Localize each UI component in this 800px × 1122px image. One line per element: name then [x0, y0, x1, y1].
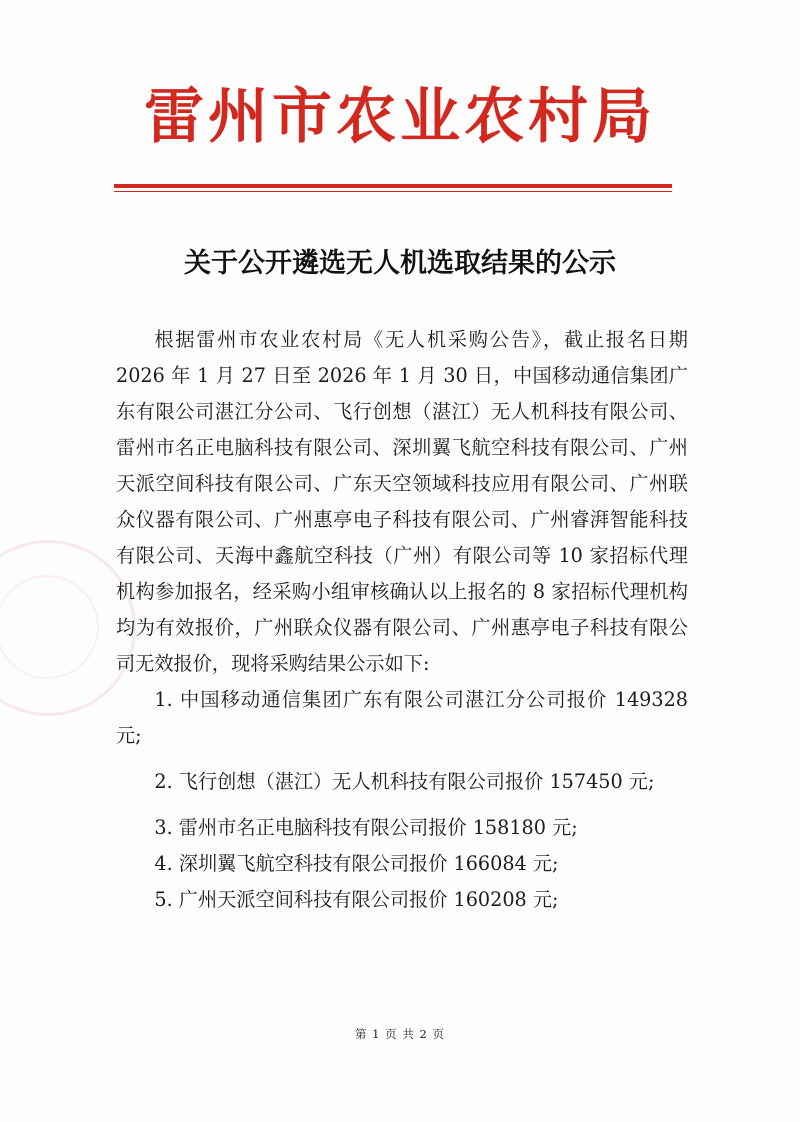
red-divider-thick — [114, 184, 672, 188]
agency-red-header: 雷州市农业农村局 — [144, 82, 656, 152]
faint-seal-stamp-inner — [0, 575, 99, 679]
result-item-4: 4. 深圳翼飞航空科技有限公司报价 166084 元; — [154, 852, 559, 875]
intro-paragraph: 根据雷州市农业农村局《无人机采购公告》，截止报名日期 2026 年 1 月 27 日至 2026 年 1 月 30 日，中国移动通信集团广东有限公司湛江分公司、飞行创想（湛江）无人机科技有限公司、雷州市名正电脑科技有限公司、深圳翼飞航空科技有限公司、广州天派空间科技有限公司、广东天空领域科技应用有限公司、广州联众仪器有限公司、广州惠亭电子科技有限公司、广州睿湃智能科技有限公司、天海中鑫航空科技（广州）有限公司等 10 家招标代理机构参加报名，经采购小组审核确认以上报名的 8 家招标代理机构均为有效报价，广州联众仪器有限公司、广州惠亭电子科技有限公司无效报价，现将采购结果公示如下: — [116, 328, 688, 675]
result-item-5: 5. 广州天派空间科技有限公司报价 160208 元; — [154, 888, 559, 911]
document-title: 关于公开遴选无人机选取结果的公示 — [184, 248, 616, 279]
result-item-1: 1. 中国移动通信集团广东有限公司湛江分公司报价 149328 元; — [116, 688, 688, 747]
red-divider-thin — [114, 191, 672, 192]
page-number-footer: 第 1 页 共 2 页 — [355, 1027, 445, 1041]
result-item-3: 3. 雷州市名正电脑科技有限公司报价 158180 元; — [154, 816, 578, 839]
document-body — [116, 322, 688, 918]
result-item-2: 2. 飞行创想（湛江）无人机科技有限公司报价 157450 元; — [154, 770, 655, 793]
